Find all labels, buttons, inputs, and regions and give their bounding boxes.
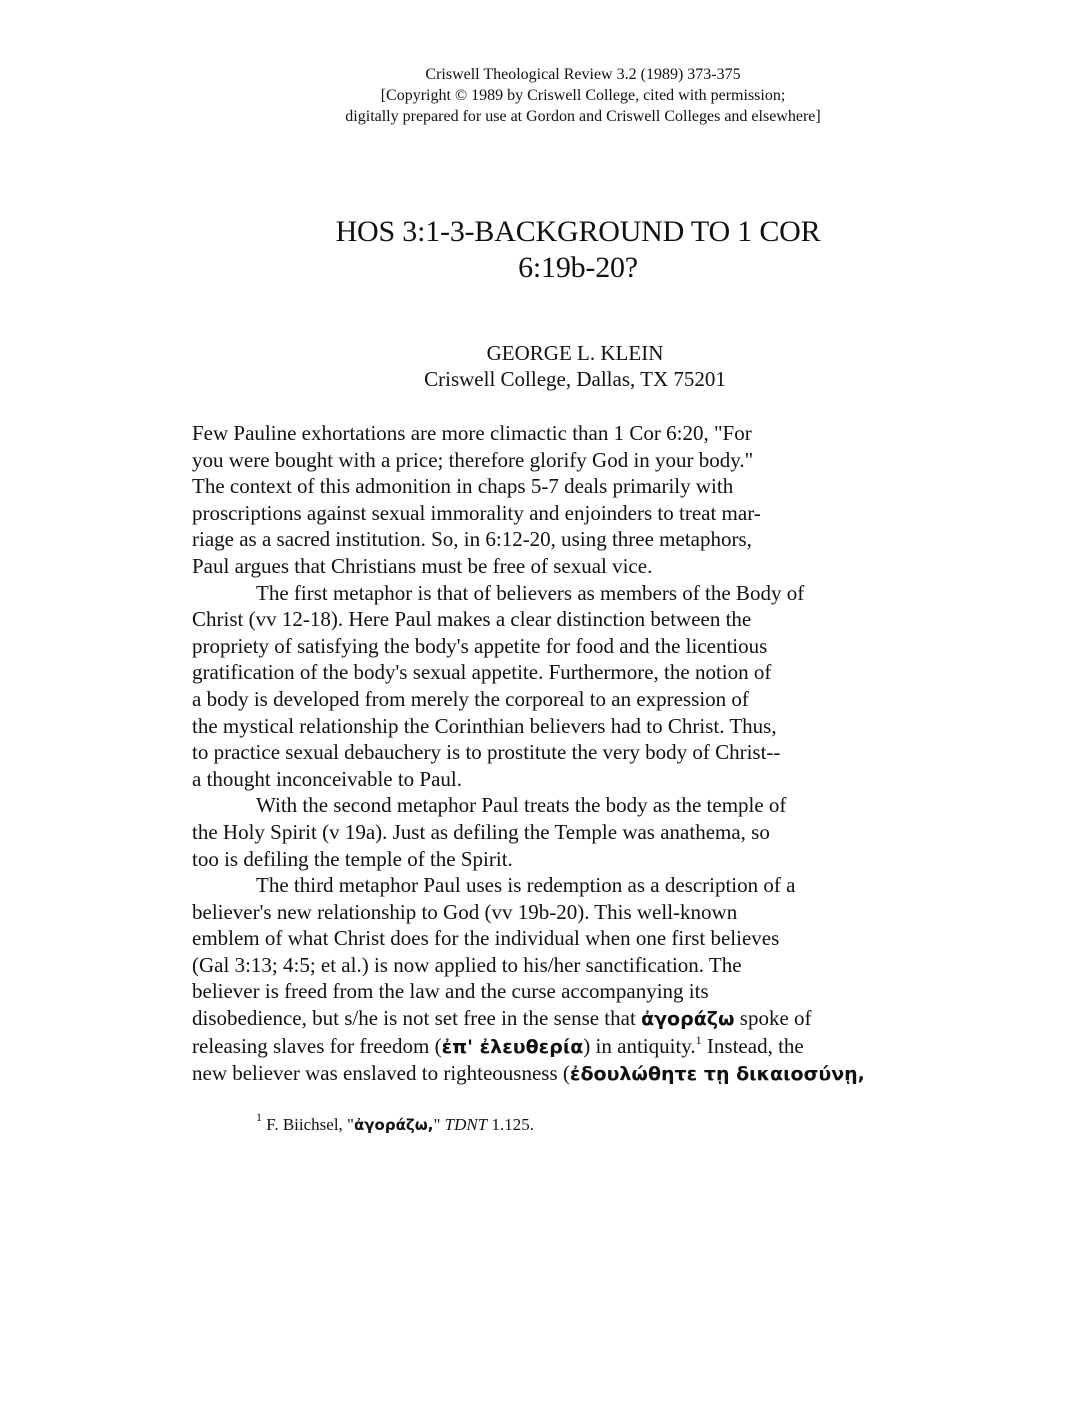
text-line: riage as a sacred institution. So, in 6:12-20, using three metaphors, [192,527,752,552]
text-line: proscriptions against sexual immorality and enjoinders to treat mar- [192,500,761,525]
text-line: believer is freed from the law and the curse accompanying its [192,979,709,1004]
text-line [192,1033,912,1061]
text-line: Christ (vv 12-18). Here Paul makes a clear distinction between the [192,607,752,632]
article-body [192,420,912,1088]
text-line: you were bought with a price; therefore glorify God in your body." [192,447,754,472]
text-line: too is defiling the temple of the Spirit. [192,846,513,871]
text-line: to practice sexual debauchery is to prostitute the very body of Christ-- [192,740,781,765]
text-line: propriety of satisfying the body's appetite for food and the licentious [192,633,768,658]
text-line: the mystical relationship the Corinthian believers had to Christ. Thus, [192,713,777,738]
journal-header [240,64,926,127]
footnote-number: 1 [256,1110,262,1124]
text-line: Paul argues that Christians must be free of sexual vice. [192,553,653,578]
paragraph-2 [192,580,912,793]
header-digitization-note: digitally prepared for use at Gordon and Criswell Colleges and elsewhere] [345,108,821,125]
title-line-1: HOS 3:1-3-BACKGROUND TO 1 COR [335,215,821,248]
text-line: believer's new relationship to God (vv 19b-20). This well-known [192,899,738,924]
text-line: the Holy Spirit (v 19a). Just as defiling the Temple was anathema, so [192,819,770,844]
footnote-text: 1.125. [487,1115,534,1134]
text-line [192,1005,912,1033]
header-copyright: [Copyright © 1989 by Criswell College, cited with permission; [380,87,786,104]
header-citation: Criswell Theological Review 3.2 (1989) 373-375 [425,66,741,83]
title-line-2: 6:19b-20? [518,251,638,284]
text-line: The first metaphor is that of believers as members of the Body of [256,580,805,605]
text-line: (Gal 3:13; 4:5; et al.) is now applied to his/her sanctification. The [192,952,742,977]
text-run: releasing slaves for freedom ( [192,1033,442,1058]
text-line: a thought inconceivable to Paul. [192,766,463,791]
text-run: disobedience, but s/he is not set free in the sense that [192,1006,642,1031]
footnote-text: " [433,1115,445,1134]
text-line: With the second metaphor Paul treats the body as the temple of [256,793,787,818]
footnote [256,1110,856,1136]
text-line: Few Pauline exhortations are more climactic than 1 Cor 6:20, "For [192,421,752,445]
paragraph-3 [192,792,912,872]
text-line: emblem of what Christ does for the individual when one first believes [192,926,780,951]
paragraph-4 [192,872,912,1088]
text-line: a body is developed from merely the corporeal to an expression of [192,686,749,711]
author-affiliation: Criswell College, Dallas, TX 75201 [424,367,726,391]
author-block [340,340,810,392]
text-line: gratification of the body's sexual appetite. Furthermore, the notion of [192,660,772,685]
footnote-marker[interactable]: 1 [695,1032,702,1047]
text-run: new believer was enslaved to righteousness ( [192,1061,570,1086]
text-run: spoke of [734,1006,812,1031]
greek-term: ἐδουλώθητε τῃ δικαιοσύνῃ, [569,1063,865,1086]
author-name: GEORGE L. KLEIN [486,341,664,365]
greek-term: ἐπ' ἐλευθερία [441,1035,584,1058]
text-run: Instead, the [701,1033,804,1058]
greek-term: ἀγοράζω, [354,1116,434,1134]
greek-term: ἀγοράζω [641,1008,735,1031]
text-line [192,1060,912,1088]
text-run: ) in antiquity. [583,1033,696,1058]
text-line: The context of this admonition in chaps 5-7 deals primarily with [192,474,734,499]
paragraph-1 [192,420,912,580]
footnote-text: F. Biichsel, " [262,1115,354,1134]
footnote-source: TDNT [444,1115,488,1134]
article-title [280,214,876,286]
text-line: The third metaphor Paul uses is redemption as a description of a [256,873,796,898]
